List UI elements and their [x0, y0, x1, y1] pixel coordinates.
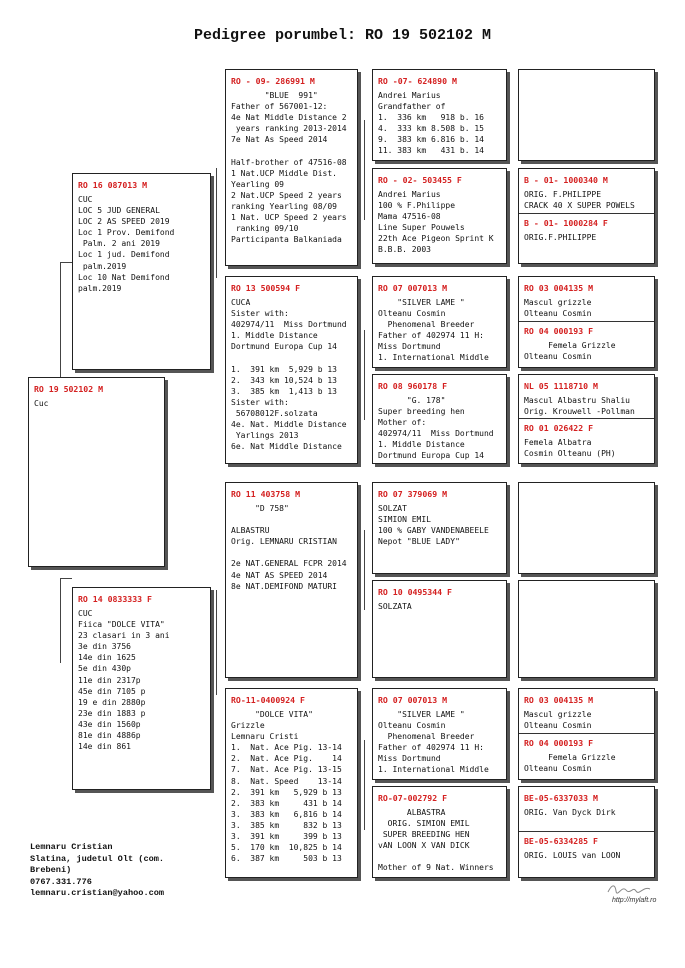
ring-number: B - 01- 1000284 F — [524, 218, 608, 228]
ring-number: RO 08 960178 F — [378, 381, 448, 391]
great-grandparent-card[interactable] — [372, 482, 507, 574]
granddam-maternal-card[interactable] — [225, 688, 358, 878]
grandsire-paternal-card[interactable] — [225, 69, 358, 266]
card-text — [519, 76, 654, 80]
card-text: Femela Grizzle Olteanu Cosmin — [524, 753, 616, 774]
card-text: "D 758" ALBASTRU Orig. LEMNARU CRISTIAN 2e NAT.GENERAL FCPR 2014 4e NAT AS SPEED 2014 8e NAT.DEMIFOND MATURI — [231, 504, 347, 591]
connector-line — [364, 740, 365, 830]
card-text: Andrei Marius 100 % F.Philippe Mama 47516-08 Line Super Pouwels 22th Ace Pigeon Sprint K B.B.B. 2003 — [378, 190, 494, 255]
ring-number: RO 07 379069 M — [378, 489, 448, 499]
card-text: "G. 178" Super breeding hen Mother of: 402974/11 Miss Dortmund 1. Middle Distance Dortmund Europa Cup 14 — [378, 396, 494, 461]
card-text: Femela Albatra Cosmin Olteanu (PH) — [524, 438, 616, 459]
card-text: "SILVER LAME " Olteanu Cosmin Phenomenal Breeder Father of 402974 11 H: Miss Dortmund 1. International Middle — [378, 298, 489, 363]
ancestor-pair-card[interactable] — [518, 276, 655, 368]
great-grandparent-card[interactable] — [372, 688, 507, 780]
ancestor-pair-card[interactable] — [518, 482, 655, 574]
card-text: ORIG. LOUIS van LOON — [524, 851, 621, 860]
ring-number: RO 03 004135 M — [524, 283, 594, 293]
ring-number: RO 07 007013 M — [378, 283, 448, 293]
card-text: ORIG. Van Dyck Dirk — [524, 808, 616, 817]
card-text: "DOLCE VITA" Grizzle Lemnaru Cristi 1. Nat. Ace Pig. 13-14 2. Nat. Ace Pig. 14 7. Nat. Ace Pig. 13-15 8. Nat. Speed 13-14 2. 391 km 5,929 b 13 2. 383 km 431 b 14 3. 383 km 6,816 b 14 3. 385 km 832 b 13 3. 391 km 399 b 13 5. 170 km 10,825 b 14 6. 387 km 503 b 13 — [231, 710, 342, 864]
card-text: SOLZATA — [378, 602, 412, 611]
ring-number: RO-07-002792 F — [378, 793, 448, 803]
card-text: ORIG. F.PHILIPPE CRACK 40 X SUPER POWELS — [524, 190, 635, 211]
great-grandparent-card[interactable] — [372, 168, 507, 264]
card-text: ORIG.F.PHILIPPE — [524, 233, 597, 242]
signature-logo — [606, 883, 652, 897]
great-grandparent-card[interactable] — [372, 374, 507, 464]
card-text: Femela Grizzle Olteanu Cosmin — [524, 341, 616, 362]
ring-number: RO 13 500594 F — [231, 283, 301, 293]
great-grandparent-card[interactable] — [372, 580, 507, 678]
connector-line — [60, 578, 61, 663]
card-text: SOLZAT SIMION EMIL 100 % GABY VANDENABEELE Nepot "BLUE LADY" — [378, 504, 489, 547]
ring-number: RO 10 0495344 F — [378, 587, 452, 597]
ring-number: BE-05-6334285 F — [524, 836, 598, 846]
connector-line — [364, 330, 365, 420]
ring-number: RO 19 502102 M — [34, 384, 104, 394]
page-title: Pedigree porumbel: RO 19 502102 M — [193, 27, 492, 44]
ring-number: NL 05 1118710 M — [524, 381, 598, 391]
ancestor-pair-card[interactable] — [518, 69, 655, 161]
grandsire-maternal-card[interactable] — [225, 482, 358, 678]
sire-card[interactable] — [72, 173, 211, 370]
ring-number: RO 04 000193 F — [524, 326, 594, 336]
card-text — [519, 587, 654, 591]
website-link[interactable]: http://mylaft.ro — [612, 897, 657, 904]
ancestor-pair-card[interactable] — [518, 580, 655, 678]
granddam-paternal-card[interactable] — [225, 276, 358, 464]
subject-card[interactable] — [28, 377, 165, 567]
ring-number: RO - 02- 503455 F — [378, 175, 462, 185]
connector-line — [216, 590, 217, 695]
great-grandparent-card[interactable] — [372, 276, 507, 368]
ring-number: RO 04 000193 F — [524, 738, 594, 748]
card-text: Mascul Albastru Shaliu Orig. Krouwell -Pollman — [524, 396, 635, 417]
ring-number: RO 16 087013 M — [78, 180, 148, 190]
card-text: Mascul grizzle Olteanu Cosmin — [524, 710, 592, 731]
ring-number: RO 07 007013 M — [378, 695, 448, 705]
great-grandparent-card[interactable] — [372, 786, 507, 878]
ancestor-pair-card[interactable] — [518, 168, 655, 264]
ancestor-pair-card[interactable] — [518, 688, 655, 780]
card-text: Cuc — [34, 399, 49, 408]
ring-number: RO 11 403758 M — [231, 489, 301, 499]
connector-line — [60, 262, 61, 382]
ring-number: B - 01- 1000340 M — [524, 175, 608, 185]
ancestor-pair-card[interactable] — [518, 374, 655, 464]
ring-number: RO 14 0833333 F — [78, 594, 152, 604]
ring-number: RO 03 004135 M — [524, 695, 594, 705]
connector-line — [60, 578, 72, 579]
connector-line — [364, 530, 365, 610]
card-text: CUC LOC 5 JUD GENERAL LOC 2 AS SPEED 2019 Loc 1 Prov. Demifond Palm. 2 ani 2019 Loc 1 jud. Demifond palm.2019 Loc 10 Nat Demifond palm.2019 — [78, 195, 175, 293]
ring-number: RO - 09- 286991 M — [231, 76, 315, 86]
connector-line — [216, 168, 217, 278]
card-text: CUC Fiica "DOLCE VITA" 23 clasari in 3 ani 3e din 3756 14e din 1625 5e din 430p 11e din 2317p 45e din 7105 p 19 e din 2880p 23e din 1883 p 43e din 1560p 81e din 4886p 14e din 861 — [78, 609, 170, 752]
card-text: ALBASTRA ORIG. SIMION EMIL SUPER BREEDING HEN vAN LOON X VAN DICK Mother of 9 Nat. Winners — [378, 808, 494, 873]
ancestor-pair-card[interactable] — [518, 786, 655, 878]
connector-line — [364, 120, 365, 220]
card-text: Mascul grizzle Olteanu Cosmin — [524, 298, 592, 319]
ring-number: RO-11-0400924 F — [231, 695, 305, 705]
great-grandparent-card[interactable] — [372, 69, 507, 161]
dam-card[interactable] — [72, 587, 211, 790]
card-text: "BLUE 991" Father of 567001-12: 4e Nat Middle Distance 2 years ranking 2013-2014 7e Nat As Speed 2014 Half-brother of 47516-08 1 Nat.UCP Middle Dist. Yearling 09 2 Nat.UCP Speed 2 years ranking Yearling 08/09 1 Nat. UCP Speed 2 years ranking 09/10 Participanta Balkaniada — [231, 91, 347, 245]
ring-number: RO -07- 624890 M — [378, 76, 457, 86]
ring-number: RO 01 026422 F — [524, 423, 594, 433]
card-text: "SILVER LAME " Olteanu Cosmin Phenomenal Breeder Father of 402974 11 H: Miss Dortmund 1. International Middle — [378, 710, 489, 775]
ring-number: BE-05-6337033 M — [524, 793, 598, 803]
breeder-contact: Lemnaru Cristian Slatina, judetul Olt (com. Brebeni) 0767.331.776 lemnaru.cristian@yahoo.com — [30, 842, 165, 898]
card-text: Andrei Marius Grandfather of 1. 336 km 918 b. 16 4. 333 km 8.508 b. 15 9. 383 km 6.816 b. 14 11. 383 km 431 b. 14 — [378, 91, 484, 156]
card-text — [519, 489, 654, 493]
card-text: CUCA Sister with: 402974/11 Miss Dortmund 1. Middle Distance Dortmund Europa Cup 14 1. 391 km 5,929 b 13 2. 343 km 10,524 b 13 3. 385 km 1,413 b 13 Sister with: 56708012F.solzata 4e. Nat. Middle Distance Yarlings 2013 6e. Nat Middle Distance — [231, 298, 347, 452]
connector-line — [60, 262, 72, 263]
